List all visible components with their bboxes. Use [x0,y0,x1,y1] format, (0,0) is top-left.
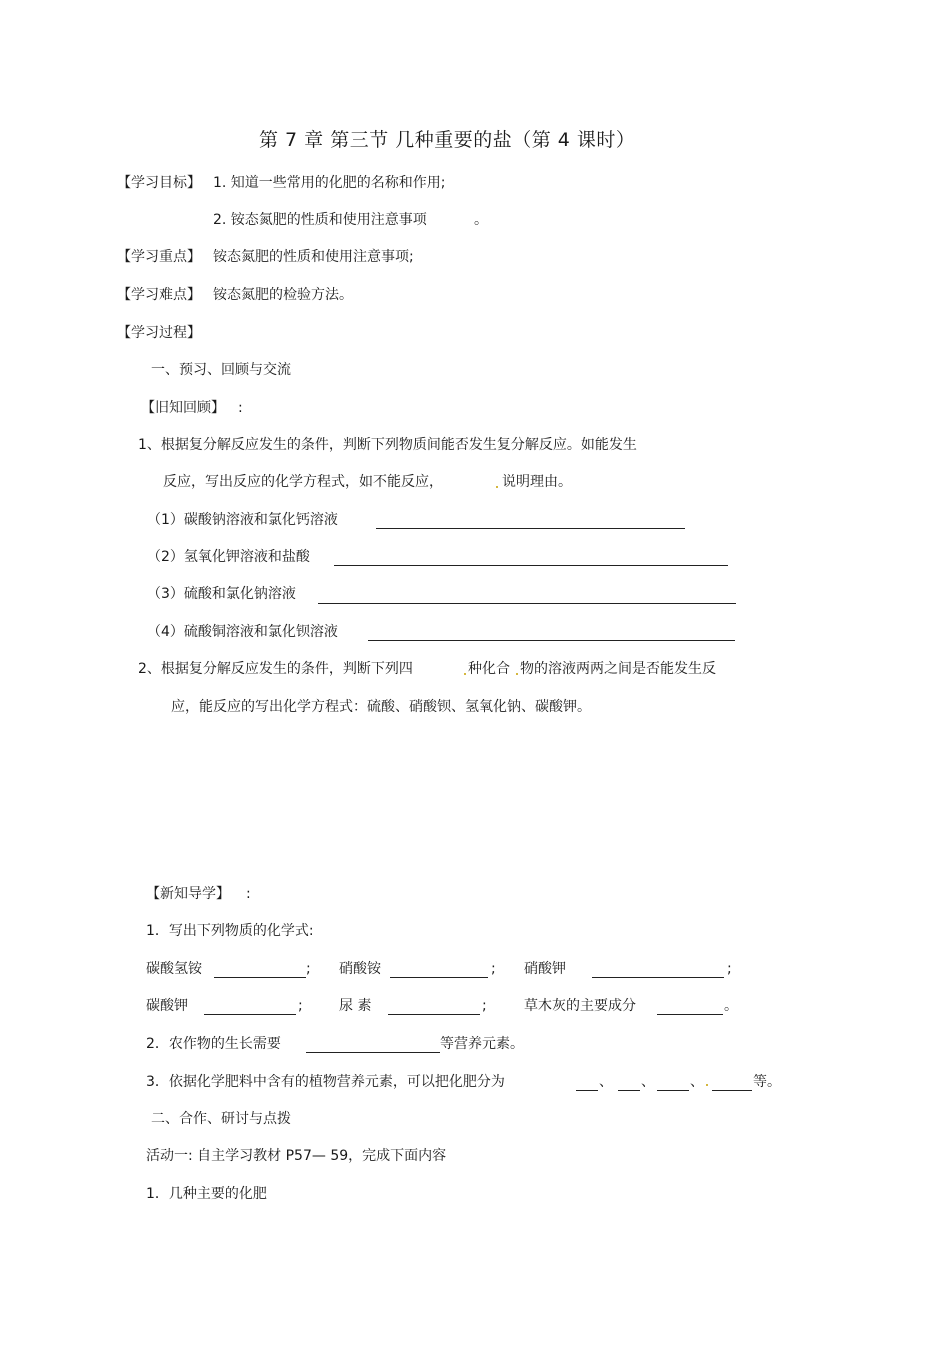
objective-item-1: 1. 知道一些常用的化肥的名称和作用; [213,175,446,191]
formula-blank[interactable] [390,977,488,978]
process-label: 【学习过程】 [117,325,201,341]
review-q1-line2: 反应，写出反应的化学方程式，如不能反应， [163,474,443,490]
answer-blank-4[interactable] [368,640,735,641]
compound-label: 碳酸氢铵 [146,961,202,977]
category-blank[interactable] [576,1090,598,1091]
review-q2-line2: 应，能反应的写出化学方程式：硫酸、硝酸钡、氢氧化钠、碳酸钾。 [171,699,591,715]
compound-label: 尿 素 [339,998,372,1014]
category-blank[interactable] [618,1090,640,1091]
review-colon: : [238,400,243,416]
review-q2-line1: 2、根据复分解反应发生的条件，判断下列四 [138,661,413,677]
review-q1-line1: 1、根据复分解反应发生的条件，判断下列物质间能否发生复分解反应。如能发生 [138,437,637,453]
separator: 、 [690,1074,704,1090]
review-item-2: （2）氢氧化钾溶液和盐酸 [147,549,310,565]
stray-dot [496,486,498,488]
review-item-1: （1）碳酸钠溶液和氯化钙溶液 [147,512,338,528]
semicolon: ; [727,961,732,977]
compound-label: 硝酸钾 [524,961,566,977]
review-q2-line1-c: 物的溶液两两之间是否能发生反 [520,661,716,677]
section2-heading: 二、合作、研讨与点拨 [151,1111,291,1127]
compound-label: 硝酸铵 [339,961,381,977]
formula-blank[interactable] [657,1014,723,1015]
stray-dot [706,1084,708,1086]
period: 。 [724,998,738,1014]
formula-blank[interactable] [592,977,724,978]
review-item-4: （4）硫酸铜溶液和氯化钡溶液 [147,624,338,640]
semicolon: ; [306,961,311,977]
new-q1: 1．写出下列物质的化学式: [146,923,314,939]
new-knowledge-colon: : [246,886,251,902]
answer-blank-3[interactable] [318,603,736,604]
review-q2-line1-b: 种化合 [468,661,510,677]
objectives-label: 【学习目标】 [117,175,201,191]
semicolon: ; [298,998,303,1014]
section1-heading: 一、预习、回顾与交流 [151,362,291,378]
difficulty-label: 【学习难点】 [117,287,201,303]
new-q2: 2．农作物的生长需要 [146,1036,281,1052]
page-title: 第 7 章 第三节 几种重要的盐（第 4 课时） [259,129,636,151]
separator: 、 [641,1074,655,1090]
objective-item-2-end: 。 [474,212,488,228]
separator: 、 [599,1074,613,1090]
focus-text: 铵态氮肥的性质和使用注意事项; [213,249,414,265]
review-label: 【旧知回顾】 [141,400,225,416]
review-item-3: （3）硫酸和氯化钠溶液 [147,586,296,602]
fertilizers-heading: 1．几种主要的化肥 [146,1186,267,1202]
stray-dot [516,673,518,675]
semicolon: ; [491,961,496,977]
focus-label: 【学习重点】 [117,249,201,265]
formula-blank[interactable] [214,977,306,978]
new-q3-end: 等。 [753,1074,781,1090]
new-q2-end: 等营养元素。 [440,1036,524,1052]
compound-label: 碳酸钾 [146,998,188,1014]
semicolon: ; [482,998,487,1014]
stray-dot [464,673,466,675]
new-q3: 3．依据化学肥料中含有的植物营养元素，可以把化肥分为 [146,1074,505,1090]
new-knowledge-label: 【新知导学】 [146,886,230,902]
category-blank[interactable] [657,1090,689,1091]
objective-item-2: 2. 铵态氮肥的性质和使用注意事项 [213,212,427,228]
review-q1-line2-end: 说明理由。 [502,474,572,490]
difficulty-text: 铵态氮肥的检验方法。 [213,287,353,303]
activity1-text: 活动一: 自主学习教材 P57— 59，完成下面内容 [146,1148,447,1164]
nutrients-blank[interactable] [306,1052,440,1053]
formula-blank[interactable] [204,1014,296,1015]
answer-blank-2[interactable] [334,565,728,566]
compound-label: 草木灰的主要成分 [524,998,636,1014]
formula-blank[interactable] [388,1014,480,1015]
category-blank[interactable] [712,1090,752,1091]
answer-blank-1[interactable] [376,528,685,529]
